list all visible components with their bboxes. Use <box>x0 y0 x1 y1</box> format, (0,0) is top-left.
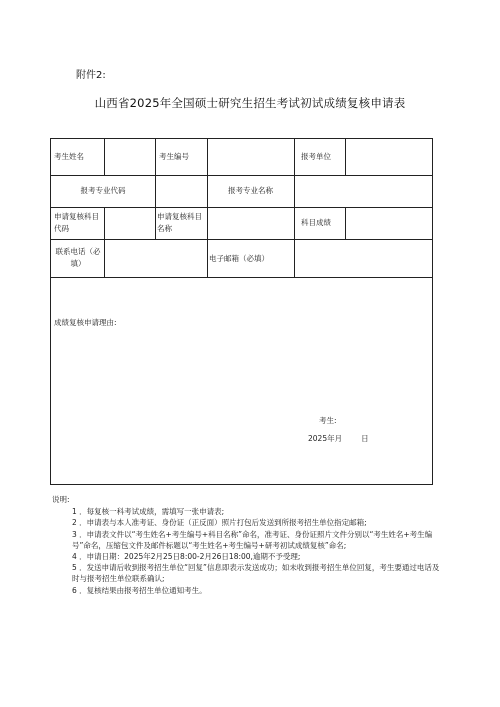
col-divider <box>155 207 156 239</box>
label-major-name: 报考专业名称 <box>228 186 273 195</box>
row-divider <box>51 239 432 240</box>
label-exam-number: 考生编号 <box>159 152 189 161</box>
label-student-name: 考生姓名 <box>54 152 84 161</box>
row-divider <box>51 207 432 208</box>
form-title: 山西省2025年全国硕士研究生招生考试初试成绩复核申请表 <box>94 96 406 110</box>
label-subject-score: 科目成绩 <box>301 218 331 227</box>
col-divider <box>207 139 208 175</box>
col-divider <box>104 207 105 239</box>
instruction-item: 1 ．每复核一科考试成绩，需填写一张申请表; <box>72 507 225 517</box>
instruction-item: 2 ．申请表与本人准考证、身份证（正反面）照片打包后发送到所报考招生单位指定邮箱; <box>72 518 367 528</box>
label-date: 2025年月 日 <box>308 434 369 443</box>
col-divider <box>294 207 295 239</box>
instructions-heading: 说明: <box>52 495 70 504</box>
col-divider <box>294 239 295 277</box>
col-divider <box>207 207 208 239</box>
col-divider <box>294 139 295 175</box>
application-form <box>50 138 433 485</box>
col-divider <box>207 239 208 277</box>
attachment-label: 附件2: <box>76 70 106 81</box>
col-divider <box>104 239 105 277</box>
instruction-item: 6 ．复核结果由报考招生单位通知考生。 <box>72 585 207 595</box>
row-divider <box>51 175 432 176</box>
label-phone: 联系电话（必填） <box>55 247 101 268</box>
instruction-item: 5 ．发送申请后收到报考招生单位“回复”信息即表示发送成功；如未收到报考招生单位回复，考生要通过电话及时与报考招生单位联系确认; <box>72 563 440 584</box>
col-divider <box>104 139 105 175</box>
instruction-item: 4 ．申请日期：2025年2月25日8:00-2月26日18:00,逾期不予受理; <box>72 552 301 562</box>
col-divider <box>345 139 346 175</box>
col-divider <box>345 207 346 239</box>
label-email: 电子邮箱（必填） <box>209 254 269 263</box>
row-divider <box>51 277 432 278</box>
label-major-code: 报考专业代码 <box>80 186 126 195</box>
label-review-reason: 成绩复核申请理由: <box>54 318 117 327</box>
label-signature: 考生: <box>319 416 337 425</box>
instruction-item: 3 ．申请表文件以“考生姓名+考生编号+科目名称”命名，准考证、身份证照片文件分别以“考生姓名+考生编号”命名，压缩包文件及邮件标题以“考生姓名+考生编号+研考初试成绩复核”命名; <box>72 529 433 550</box>
col-divider <box>155 139 156 175</box>
label-review-subject-code: 申请复核科目代码 <box>54 212 99 233</box>
col-divider <box>294 175 295 207</box>
col-divider <box>155 175 156 207</box>
instructions <box>52 494 442 596</box>
label-review-subject-name: 申请复核科目名称 <box>157 212 202 233</box>
label-apply-unit: 报考单位 <box>301 152 331 161</box>
